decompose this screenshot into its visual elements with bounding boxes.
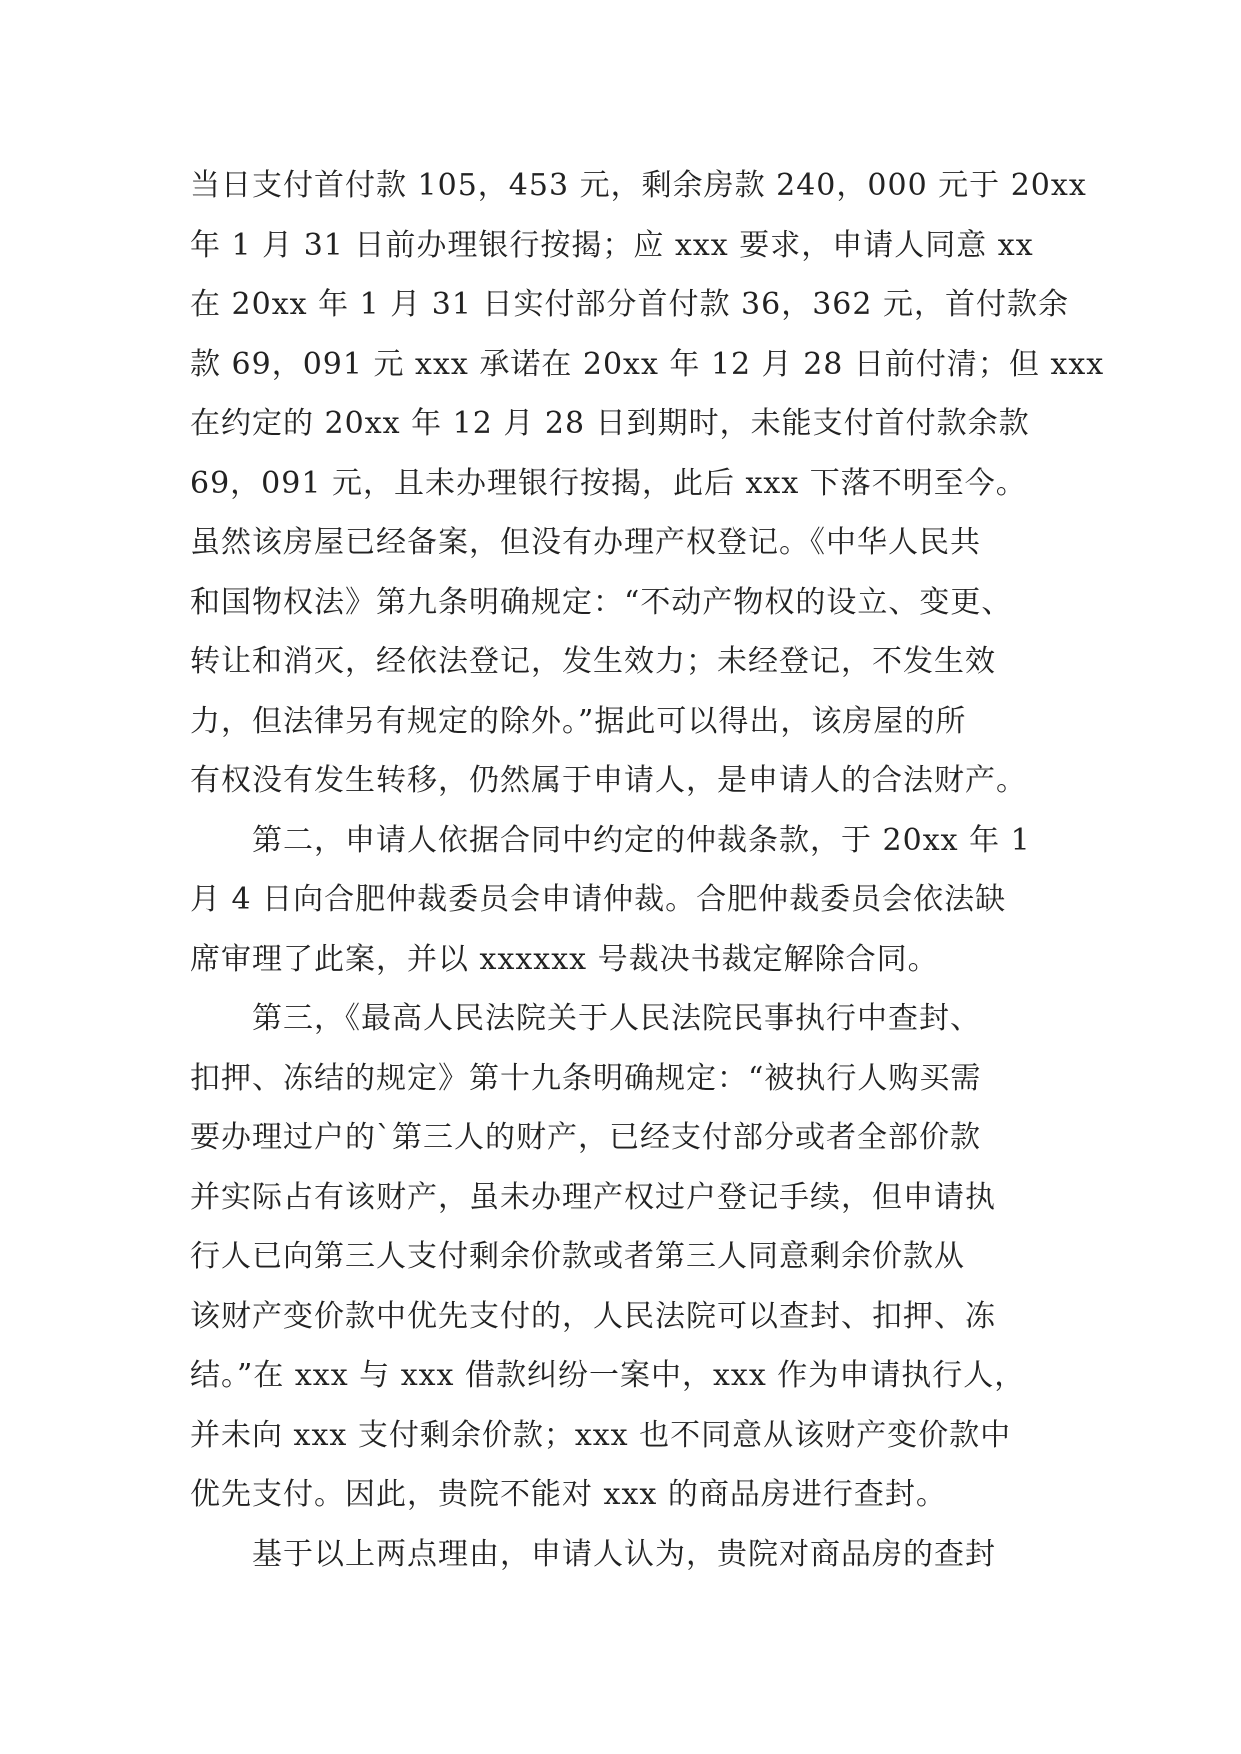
text-line: 款 69，091 元 xxx 承诺在 20xx 年 12 月 28 日前付清；但 xxx: [190, 346, 1105, 382]
text-line: 并实际占有该财产，虽未办理产权过户登记手续，但申请执: [190, 1179, 996, 1215]
text-line: 该财产变价款中优先支付的，人民法院可以查封、扣押、冻: [190, 1298, 996, 1334]
text-line: 有权没有发生转移，仍然属于申请人，是申请人的合法财产。: [190, 763, 1027, 798]
document-body: [190, 156, 1105, 1584]
text-line: 在 20xx 年 1 月 31 日实付部分首付款 36，362 元，首付款余: [190, 287, 1069, 322]
text-line: 当日支付首付款 105，453 元，剩余房款 240，000 元于 20xx: [190, 168, 1087, 203]
text-line: 月 4 日向合肥仲裁委员会申请仲裁。合肥仲裁委员会依法缺: [190, 882, 1007, 917]
paragraph-start-line: 第三，《最高人民法院关于人民法院民事执行中查封、: [190, 1001, 981, 1036]
text-line: 和国物权法》第九条明确规定：“不动产物权的设立、变更、: [190, 584, 1013, 620]
text-line: 优先支付。因此，贵院不能对 xxx 的商品房进行查封。: [190, 1477, 947, 1512]
text-line: 要办理过户的`第三人的财产，已经支付部分或者全部价款: [190, 1120, 981, 1155]
text-line: 69，091 元，且未办理银行按揭，此后 xxx 下落不明至今。: [190, 465, 1027, 501]
text-line: 转让和消灭，经依法登记，发生效力；未经登记，不发生效: [190, 644, 996, 679]
text-line: 力，但法律另有规定的除外。”据此可以得出，该房屋的所: [190, 703, 967, 739]
text-line: 扣押、冻结的规定》第十九条明确规定：“被执行人购买需: [190, 1060, 982, 1096]
paragraph-start-line: 基于以上两点理由，申请人认为，贵院对商品房的查封: [190, 1536, 996, 1572]
paragraph-start-line: 第二，申请人依据合同中约定的仲裁条款，于 20xx 年 1: [190, 822, 1031, 858]
text-line: 结。”在 xxx 与 xxx 借款纠纷一案中，xxx 作为申请执行人，: [190, 1358, 1026, 1393]
text-line: 年 1 月 31 日前办理银行按揭；应 xxx 要求，申请人同意 xx: [190, 227, 1034, 263]
text-line: 虽然该房屋已经备案，但没有办理产权登记。《中华人民共: [190, 525, 981, 560]
text-line: 并未向 xxx 支付剩余价款；xxx 也不同意从该财产变价款中: [190, 1417, 1012, 1453]
text-line: 在约定的 20xx 年 12 月 28 日到期时，未能支付首付款余款: [190, 406, 1030, 441]
text-line: 行人已向第三人支付剩余价款或者第三人同意剩余价款从: [190, 1239, 965, 1274]
text-line: 席审理了此案，并以 xxxxxx 号裁决书裁定解除合同。: [190, 941, 939, 977]
